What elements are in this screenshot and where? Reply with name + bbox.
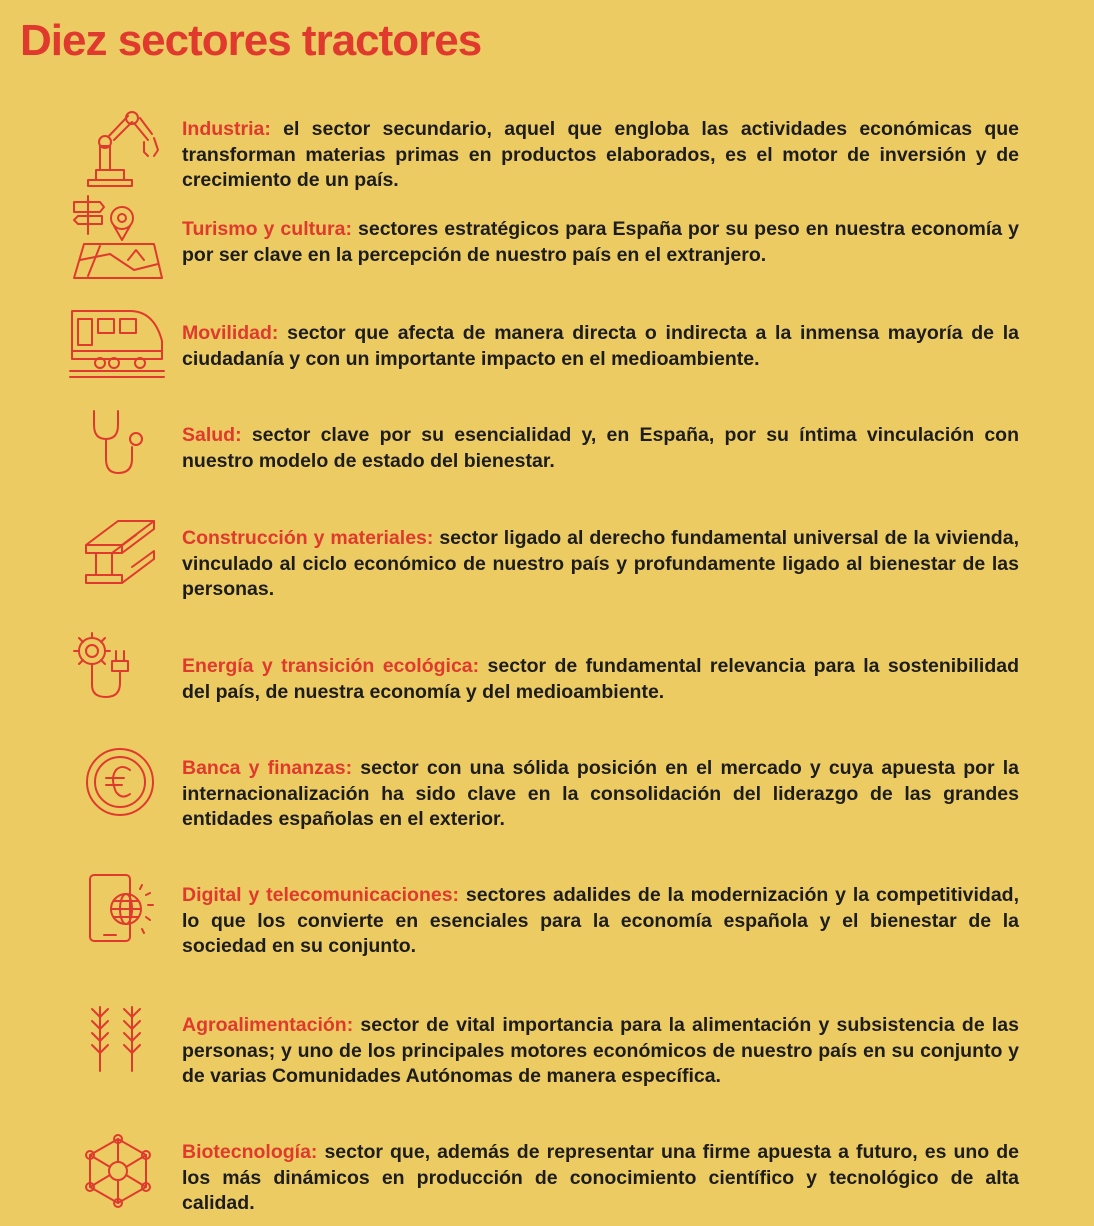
sector-label: Energía y transición ecológica: (182, 655, 480, 677)
sector-text: sector que afecta de manera directa o indirecta a la inmensa mayoría de la ciudadanía y con un importante impacto en el medioambiente. (182, 322, 1019, 370)
sector-label: Biotecnología: (182, 1141, 318, 1163)
page-title: Diez sectores tractores (20, 16, 482, 65)
steel-beam-icon (66, 508, 166, 598)
sector-description (182, 883, 1019, 960)
sector-label: Turismo y cultura: (182, 218, 352, 240)
sector-description (182, 654, 1019, 705)
sector-description (182, 756, 1019, 833)
sector-description (182, 423, 1019, 474)
smartphone-globe-icon (66, 864, 166, 954)
sector-label: Agroalimentación: (182, 1014, 354, 1036)
sector-label: Industria: (182, 118, 271, 140)
sector-description (182, 217, 1019, 268)
wheat-icon (66, 990, 166, 1080)
sector-text: sector con una sólida posición en el mercado y cuya apuesta por la internacionalización ha sido clave en la consolidación del liderazgo de las grandes entidades españolas en el exterior. (182, 757, 1019, 830)
sector-label: Salud: (182, 424, 242, 446)
sector-text: sector clave por su esencialidad y, en España, por su íntima vinculación con nuestro modelo de estado del bienestar. (182, 424, 1019, 472)
sector-description (182, 321, 1019, 372)
train-icon (66, 296, 166, 386)
sector-text: sector ligado al derecho fundamental universal de la vivienda, vinculado al ciclo económico de nuestro país y profundamente ligado al bienestar de las personas. (182, 527, 1019, 600)
sector-text: sectores estratégicos para España por su peso en nuestra economía y por ser clave en la percepción de nuestro país en el extranjero. (182, 218, 1019, 266)
sector-label: Banca y finanzas: (182, 757, 353, 779)
sector-label: Construcción y materiales: (182, 527, 434, 549)
sector-text: sector de fundamental relevancia para la sostenibilidad del país, de nuestra economía y del medioambiente. (182, 655, 1019, 703)
gear-plug-icon (66, 624, 166, 714)
map-signpost-icon (66, 193, 166, 283)
sector-text: sector de vital importancia para la alimentación y subsistencia de las personas; y uno de los principales motores económicos de nuestro país en su conjunto y de varias Comunidades Autónomas de manera específica. (182, 1014, 1019, 1087)
sector-label: Movilidad: (182, 322, 279, 344)
sector-description (182, 526, 1019, 603)
sector-description (182, 1140, 1019, 1217)
sector-label: Digital y telecomunicaciones: (182, 884, 460, 906)
sector-text: sector que, además de representar una firme apuesta a futuro, es uno de los más dinámicos en producción de conocimiento científico y tecnológico de alta calidad. (182, 1141, 1019, 1214)
euro-coin-icon (66, 737, 166, 827)
stethoscope-icon (66, 396, 166, 486)
industrial-robot-arm-icon (66, 105, 166, 195)
sector-description (182, 117, 1019, 194)
sector-description (182, 1013, 1019, 1090)
molecule-network-icon (66, 1126, 166, 1216)
sector-text: el sector secundario, aquel que engloba las actividades económicas que transforman materias primas en productos elaborados, es el motor de inversión y de crecimiento de un país. (182, 118, 1019, 191)
sector-text: sectores adalides de la modernización y la competitividad, lo que los convierte en esenciales para la economía española y el bienestar de la sociedad en su conjunto. (182, 884, 1019, 957)
